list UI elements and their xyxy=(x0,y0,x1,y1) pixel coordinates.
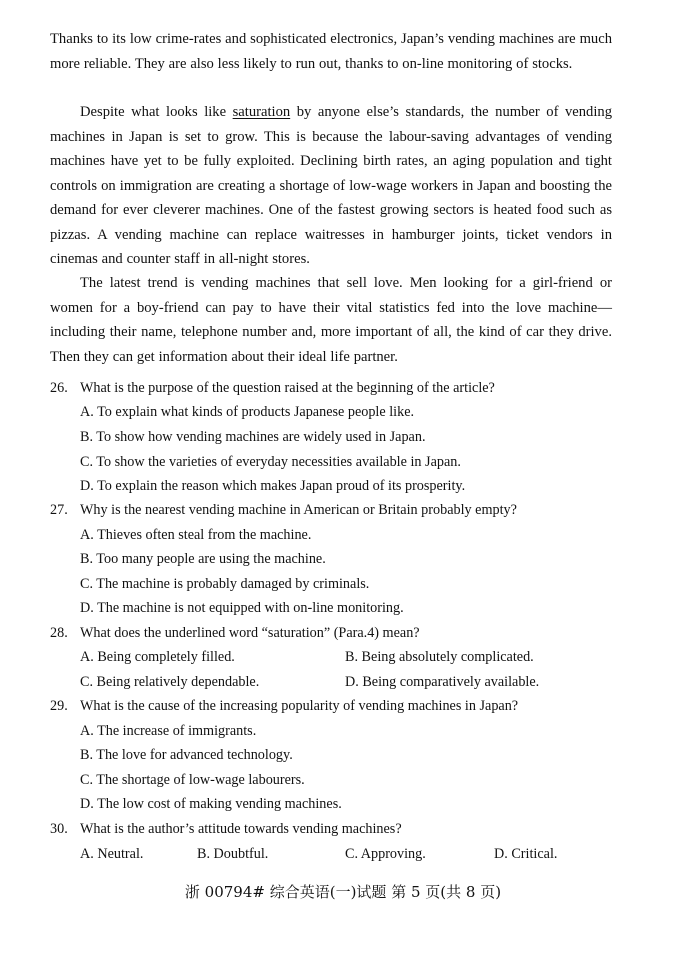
question-number: 29. xyxy=(50,698,68,714)
question-29 xyxy=(50,696,620,716)
question-30 xyxy=(50,819,620,839)
question-text: What is the purpose of the question raised at the beginning of the article? xyxy=(80,380,495,396)
q26-option-c: C. To show the varieties of everyday necessities available in Japan. xyxy=(80,454,461,470)
paragraph-2-rest: by anyone else’s standards, the number of vending machines in Japan is set to grow. This is because the labour-saving advantages of vending machines have yet to be fully exploited. Declining birth rates, an aging population and tight controls on immigration are creating a shortage of low-wage workers in Japan and boosting the demand for ever cleverer machines. One of the fastest growing sectors is heated food such as pizzas. A vending machine can replace waitresses in hamburger joints, ticket vendors in cinemas and counter staff in all-night stores. xyxy=(50,104,613,267)
underlined-word-saturation: saturation xyxy=(232,104,291,120)
q30-option-b: B. Doubtful. xyxy=(197,846,269,862)
q27-option-d: D. The machine is not equipped with on-line monitoring. xyxy=(80,600,404,616)
question-number: 26. xyxy=(50,380,68,396)
question-text: Why is the nearest vending machine in American or Britain probably empty? xyxy=(80,502,517,518)
q29-option-c: C. The shortage of low-wage labourers. xyxy=(80,772,305,788)
q28-option-b: B. Being absolutely complicated. xyxy=(345,649,534,665)
question-text: What does the underlined word “saturation” (Para.4) mean? xyxy=(80,625,420,641)
q30-option-a: A. Neutral. xyxy=(80,846,144,862)
paragraph-2-lead: Despite what looks like xyxy=(80,104,233,120)
question-text: What is the author’s attitude towards vending machines? xyxy=(80,821,402,837)
question-number: 30. xyxy=(50,821,68,837)
question-number: 28. xyxy=(50,625,68,641)
q27-option-b: B. Too many people are using the machine. xyxy=(80,551,326,567)
passage-paragraph-1: Thanks to its low crime-rates and sophisticated electronics, Japan’s vending machines are much more reliable. They are also less likely to run out, thanks to on-line monitoring of stocks. xyxy=(50,31,612,72)
q30-option-c: C. Approving. xyxy=(345,846,426,862)
q27-option-c: C. The machine is probably damaged by criminals. xyxy=(80,576,370,592)
question-28 xyxy=(50,623,620,643)
q29-option-b: B. The love for advanced technology. xyxy=(80,747,293,763)
page-footer: 浙 00794# 综合英语(一)试题 第 5 页(共 8 页) xyxy=(184,883,502,901)
q26-option-a: A. To explain what kinds of products Japanese people like. xyxy=(80,404,415,420)
question-27 xyxy=(50,500,620,520)
q28-option-c: C. Being relatively dependable. xyxy=(80,674,260,690)
q29-option-a: A. The increase of immigrants. xyxy=(80,723,257,739)
q30-option-d: D. Critical. xyxy=(494,846,558,862)
q26-option-b: B. To show how vending machines are widely used in Japan. xyxy=(80,429,426,445)
passage-paragraph-2 xyxy=(50,100,612,272)
q28-option-d: D. Being comparatively available. xyxy=(345,674,540,690)
question-number: 27. xyxy=(50,502,68,518)
question-26 xyxy=(50,378,620,398)
q28-option-a: A. Being completely filled. xyxy=(80,649,235,665)
q29-option-d: D. The low cost of making vending machines. xyxy=(80,796,342,812)
question-text: What is the cause of the increasing popularity of vending machines in Japan? xyxy=(80,698,519,714)
passage-paragraph-3: The latest trend is vending machines that sell love. Men looking for a girl-friend or women for a boy-friend can pay to have their vital statistics fed into the love machine—including their name, telephone number and, more important of all, the kind of car they drive. Then they can get information about their ideal life partner. xyxy=(50,275,612,365)
q26-option-d: D. To explain the reason which makes Japan proud of its prosperity. xyxy=(80,478,466,494)
q27-option-a: A. Thieves often steal from the machine. xyxy=(80,527,312,543)
